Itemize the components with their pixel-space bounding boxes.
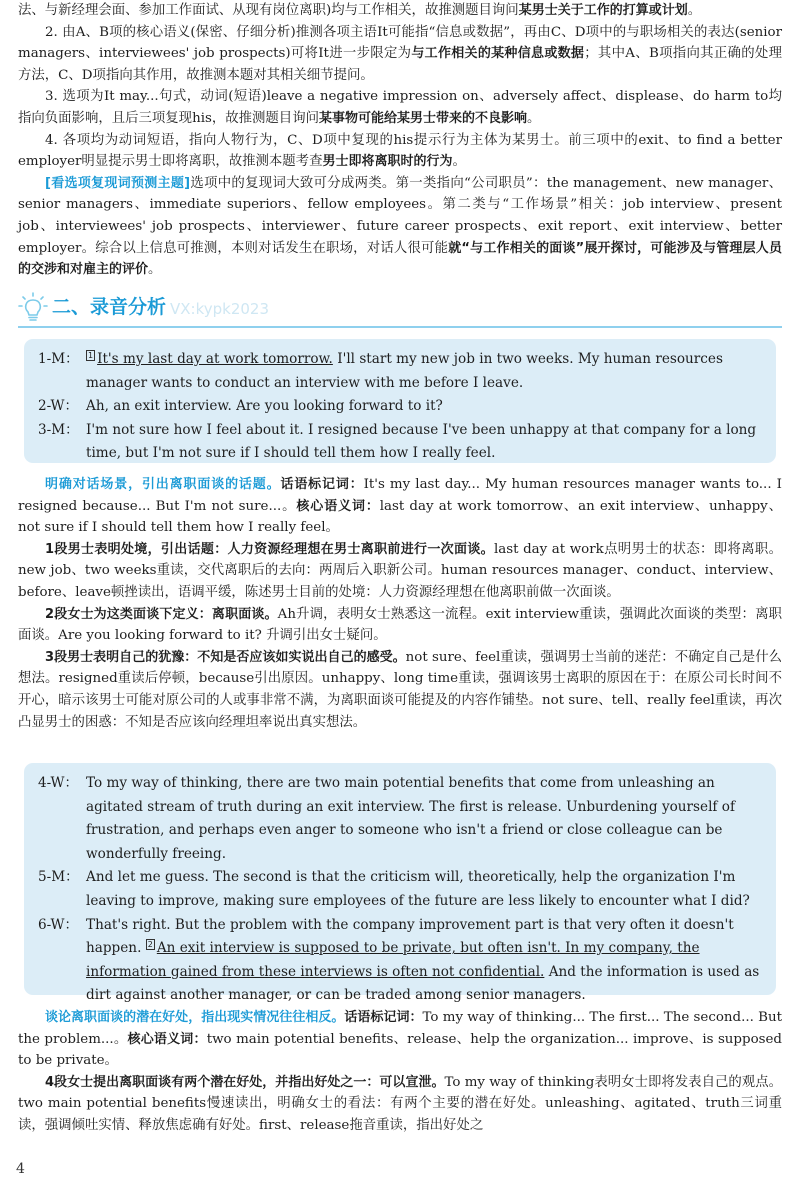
analysis-summary: 谈论离职面谈的潜在好处，指出现实情况往往相反。话语标记词：To my way of thinking... The first... The second... But the problem...。核心语义词：two main potential benefits、release、help the organization... improve、is supposed to be private。: [18, 1010, 783, 1069]
dialogue-line: 2-W： Ah, an exit interview. Are you looking forward to it?: [38, 398, 443, 415]
watermark: VX:kypk2023: [170, 300, 270, 318]
dialogue-line: manager wants to conduct an interview with me before I leave.: [86, 374, 524, 391]
question-number-badge: 2: [147, 940, 153, 950]
dialogue-line: frustration, and perhaps even anger to someone who isn't a friend or close colleague can be: [86, 822, 723, 839]
paragraph-1-continued: 法、与新经理会面、参加工作面试、从现有岗位离职)均与工作相关，故推测题目询问某男士关于工作的打算或计划。: [18, 3, 702, 18]
analysis-paragraph-2: 2段女士为这类面谈下定义：离职面谈。Ah升调，表明女士熟悉这一流程。exit interview重读，强调此次面谈的类型：离职面谈。Are you looking forward to it? 升调引出女士疑问。: [18, 606, 782, 644]
dialogue-line: 1-M： 1 It's my last day at work tomorrow. I'll start my new job in two weeks. My human resources: [38, 351, 723, 367]
section-header: [18, 292, 782, 328]
dialogue-line: time, but I'm not sure if I should tell them how I really feel.: [86, 445, 496, 462]
lightbulb-icon: [18, 292, 48, 322]
dialogue-line: 4-W： To my way of thinking, there are two main potential benefits that come from unleashing an: [38, 775, 715, 791]
paragraph-4: 4. 各项均为动词短语，指向人物行为，C、D项中复现的his提示行为主体为某男士。前三项中的exit、to find a better employer明显提示男士即将离职，故推测本题考查男士即将离职时的行为。: [18, 132, 782, 170]
page-number: 4: [16, 1161, 25, 1177]
dialogue-line: happen. 2 An exit interview is supposed to be private, but often isn't. In my company, the: [86, 940, 700, 957]
analysis-paragraph-1: 1段男士表明处境，引出话题：人力资源经理想在男士离职前进行一次面谈。last day at work点明男士的状态：即将离职。new job、two weeks重读，交代离职后的去向：两周后入职新公司。human resources manager、conduct、interview、before、leave顿挫读出，语调平缓，陈述男士目前的处境：人力资源经理想在他离职前做一次面谈。: [18, 541, 782, 600]
section-title: 二、录音分析: [52, 296, 167, 318]
dialogue-line: 3-M： I'm not sure how I feel about it. I resigned because I've been unhappy at that company for a long: [38, 421, 757, 438]
dialogue-line: 6-W： That's right. But the problem with the company improvement part is that very often it doesn't: [38, 916, 734, 933]
dialogue-box-2: [24, 763, 776, 1004]
paragraph-2: 2. 由A、B项的核心语义(保密、仔细分析)推测各项主语It可能指“信息或数据”，再由C、D项中的与职场相关的表达(senior managers、interviewees' job prospects)可将It进一步限定为与工作相关的某种信息或数据；其中A、B项指向其正确的处理方法，C、D项指向其作用，故推测本题对其相关细节提问。: [18, 24, 782, 83]
dialogue-line: wonderfully freeing.: [86, 845, 227, 862]
dialogue-line: leaving to improve, making sure employees of the future are less likely to encounter what I did?: [86, 892, 750, 909]
top-analysis: [18, 0, 782, 281]
analysis-part-2: [18, 1007, 782, 1137]
dialogue-box-1: [24, 339, 776, 463]
dialogue-line: 5-M： And let me guess. The second is that the criticism will, theoretically, help the organization I'm: [38, 869, 736, 886]
question-number-badge: 1: [88, 351, 94, 360]
analysis-part-1: [18, 474, 782, 733]
dialogue-line: dirt against another manager, or can be traded among senior managers.: [86, 987, 586, 1004]
paragraph-3: 3. 选项为It may...句式，动词(短语)leave a negative impression on、adversely affect、displease、do harm to均指向负面影响，且后三项复现his，故推测题目询问某事物可能给某男士带来的不良影响。: [18, 89, 782, 126]
dialogue-line: agitated stream of truth during an exit interview. The first is release. Unburdening yourself of: [86, 798, 735, 815]
analysis-paragraph-3: 3段男士表明自己的犹豫：不知是否应该如实说出自己的感受。not sure、feel重读，强调男士当前的迷茫：不确定自己是什么想法。resigned重读后停顿，because引出原因。unhappy、long time重读，强调该男士离职的原因在于：在原公司长时间不开心，暗示该男士可能对原公司的人或事非常不满，为离职面谈可能提及的内容作铺垫。not sure、tell、really feel重读，再次凸显男士的困惑：不知是否应该向经理坦率说出真实想法。: [18, 649, 783, 730]
analysis-summary: 明确对话场景，引出离职面谈的话题。话语标记词：It's my last day... My human resources manager wants to... I resigned because... But I'm not sure...。核心语义词：last day at work tomorrow、an exit interview、unhappy、not sure if I should tell them how I really feel。: [18, 477, 782, 536]
paragraph-5: [看选项复现词预测主题]选项中的复现词大致可分成两类。第一类指向“公司职员”：the management、new manager、senior managers、immediate superiors、fellow employees。第二类与“工作场景”相关：job interview、present job、interviewees' job prospects、interviewer、future career prospects、exit report、exit interview、better employer。综合以上信息可推测，本则对话发生在职场，对话人很可能就“与工作相关的面谈”展开探讨，可能涉及与管理层人员的交涉和对雇主的评价。: [18, 175, 782, 278]
analysis-paragraph-4: 4段女士提出离职面谈有两个潜在好处，并指出好处之一：可以宣泄。To my way of thinking表明女士即将发表自己的观点。two main potential benefits慢速读出，明确女士的看法：有两个主要的潜在好处。unleashing、agitated、truth三词重读，强调倾吐实情、释放焦虑确有好处。first、release拖音重读，指出好处之: [18, 1074, 783, 1133]
dialogue-line: information gained from these interviews is often not confidential. And the information is used as: [86, 963, 760, 980]
